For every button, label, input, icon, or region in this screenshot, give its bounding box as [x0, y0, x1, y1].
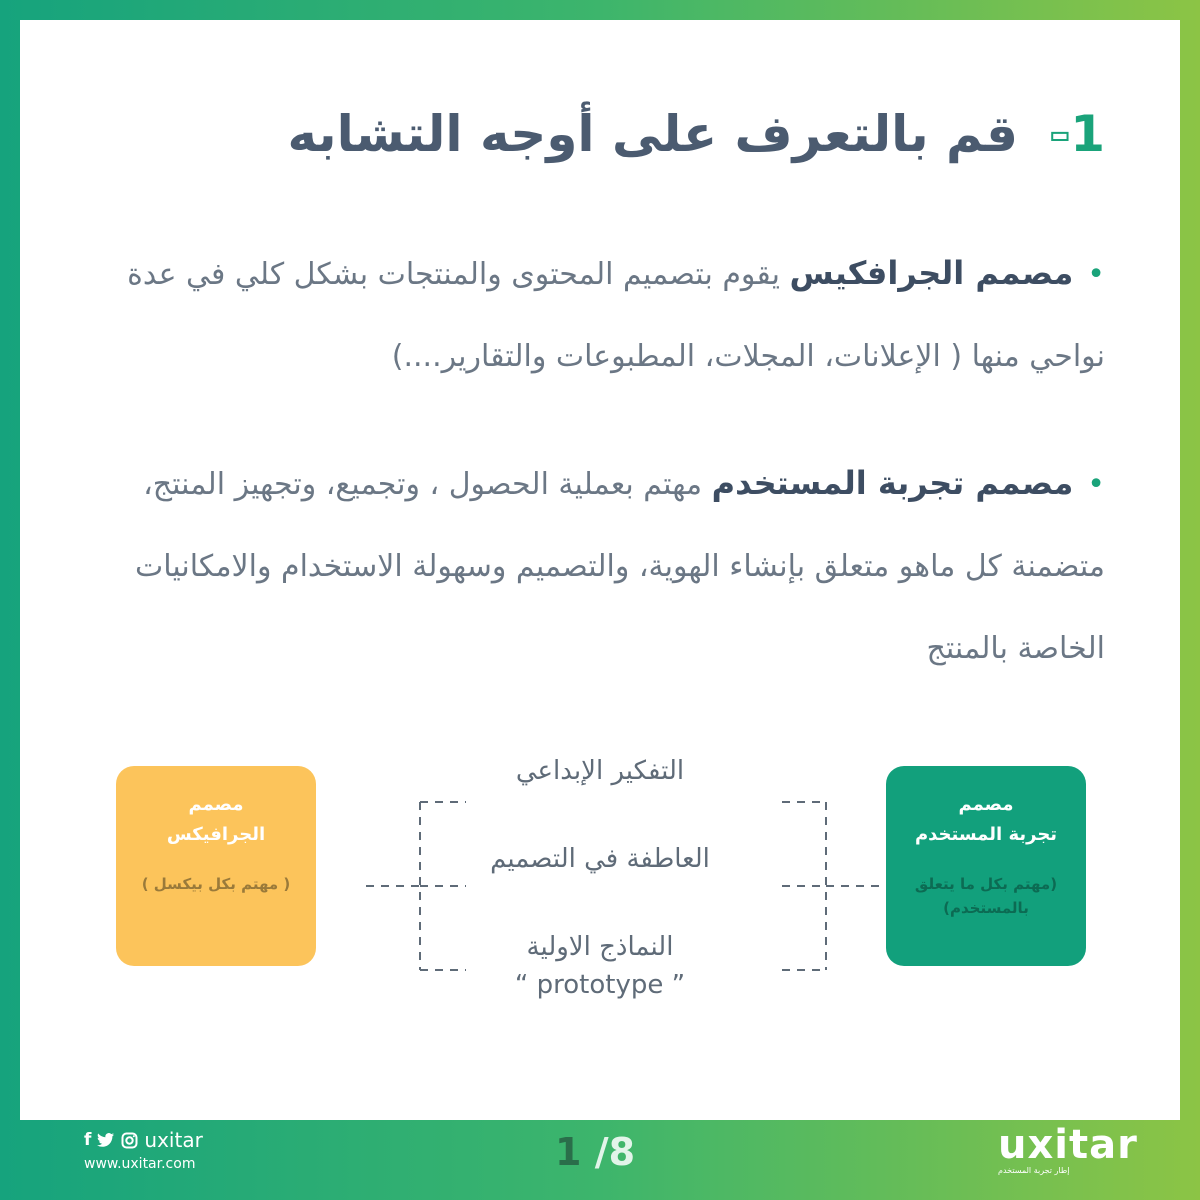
graphic-box-line1: مصمم — [188, 794, 244, 815]
paragraph-text: يقوم بتصميم المحتوى والمنتجات بشكل كلي في عدة نواحي منها ( الإعلانات، المجلات، المطبوعات والتقارير....) — [127, 257, 1105, 374]
twitter-icon[interactable] — [97, 1132, 115, 1148]
ux-designer-box — [886, 766, 1086, 966]
shared-trait-prototypes — [440, 928, 760, 1004]
page-current: 1 — [555, 1130, 582, 1174]
page-separator: / — [594, 1130, 609, 1174]
instagram-icon[interactable] — [121, 1132, 138, 1149]
graphic-designer-box — [116, 766, 316, 966]
paragraph-text: مهتم بعملية الحصول ، وتجميع، وتجهيز المنتج، متضمنة كل ماهو متعلق بإنشاء الهوية، والتصميم وسهولة الاستخدام والامكانيات الخاصة بالمنتج — [134, 467, 1105, 666]
paragraph-keyword: مصمم تجربة المستخدم — [711, 464, 1074, 502]
social-handle[interactable]: uxitar — [144, 1128, 203, 1152]
graphic-box-line2: الجرافيكس — [166, 824, 266, 845]
social-links — [84, 1128, 203, 1172]
prototypes-sublabel: “ prototype ” — [514, 970, 686, 1000]
title-number: 1 — [1070, 105, 1105, 163]
logo-tagline: إطار تجربة المستخدم — [998, 1166, 1070, 1175]
bullet-icon: • — [1087, 467, 1105, 502]
logo-wordmark: uxitar — [998, 1122, 1138, 1168]
uxitar-logo — [998, 1124, 1138, 1175]
graphic-box-description: ( مهتم بكل بيكسل ) — [141, 875, 291, 893]
prototypes-label: النماذج الاولية — [526, 932, 674, 962]
page-indicator — [555, 1130, 635, 1174]
ux-box-line2: تجربة المستخدم — [914, 824, 1058, 845]
page-total: 8 — [608, 1130, 636, 1174]
bullet-icon: • — [1087, 257, 1105, 292]
shared-trait-creative-thinking: التفكير الإبداعي — [515, 756, 685, 786]
title-dash: - — [1049, 105, 1071, 163]
ux-box-description: (مهتم بكل ما يتعلق بالمستخدم) — [914, 875, 1058, 917]
ux-box-line1: مصمم — [958, 794, 1014, 815]
website-link[interactable]: www.uxitar.com — [84, 1156, 196, 1172]
paragraph-keyword: مصمم الجرافكيس — [789, 254, 1074, 292]
title-text: قم بالتعرف على أوجه التشابه — [287, 105, 1019, 163]
shared-trait-emotion-in-design: العاطفة في التصميم — [490, 844, 710, 874]
facebook-icon[interactable]: f — [84, 1130, 92, 1150]
